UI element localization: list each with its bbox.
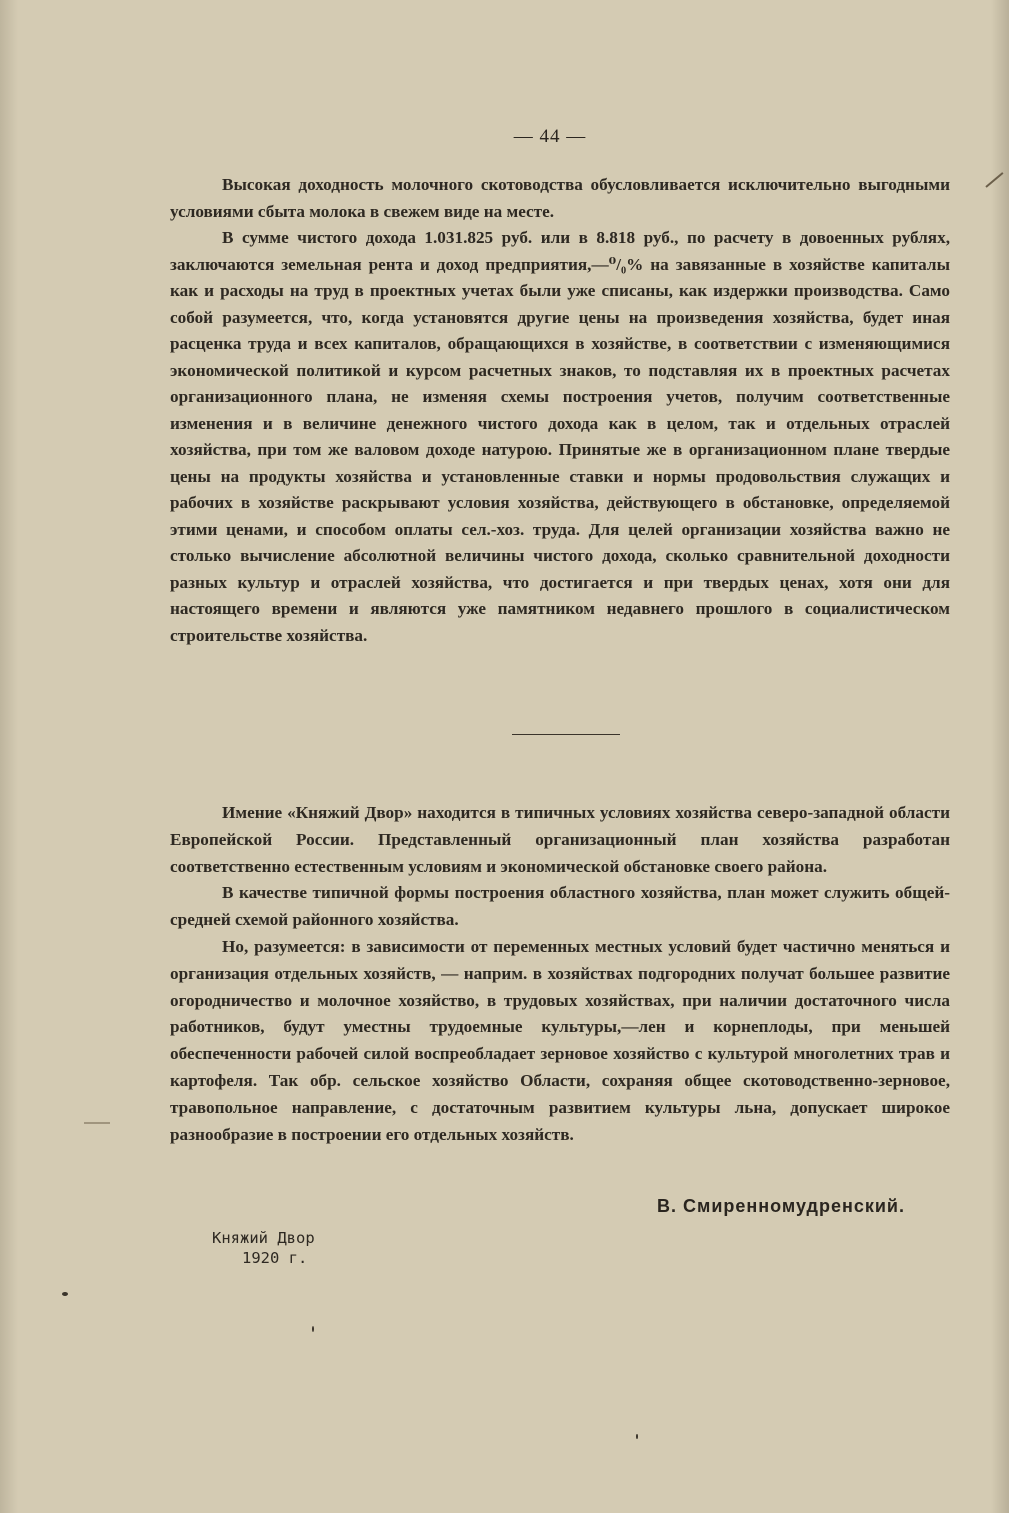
paper-speck (636, 1434, 638, 1439)
paper-speck (62, 1292, 68, 1296)
section-divider (512, 734, 620, 735)
section-income-text (170, 172, 950, 649)
paragraph: Высокая доходность молочного скотоводства обусловливается исключительно выгодными условиями сбыта молока в свежем виде на месте. (170, 175, 950, 221)
page-edge-shadow-left (0, 0, 18, 1513)
paragraph: Имение «Княжий Двор» находится в типичных условиях хозяйства северо-западной области Европейской России. Представленный организационный план хозяйства разработан соответственно естественным условиям и экономической обстановке своего района. (170, 803, 950, 876)
place-year: 1920 г. (242, 1249, 308, 1267)
author-signature: В. Смиренномудренский. (657, 1196, 905, 1216)
place-and-date (212, 1228, 315, 1268)
paragraph: В сумме чистого дохода 1.031.825 руб. или в 8.818 руб., по расчету в довоенных рублях, заключаются земельная рента и доход предприятия,—⁰/₀% на завязанные в хозяйстве капиталы как и расходы на труд в проектных учетах были уже списаны, как издержки производства. Само собой разумеется, что, когда установятся другие цены на произведения хозяйства, будет иная расценка труда и всех капиталов, обращающихся в хозяйстве, в соответствии с изменяющимися экономической политикой и курсом расчетных знаков, то подставляя их в проектных расчетах организационного плана, не изменяя схемы построения учетов, получим соответственные изменения и в величине денежного чистого дохода как в целом, так и отдельных отраслей хозяйства, при том же валовом доходе натурою. Принятые же в организационном плане твердые цены на продукты хозяйства и установленные ставки и нормы продовольствия служащих и рабочих в хозяйстве раскрывают условия хозяйства, действующего в обстановке, определяемой этими ценами, и способом оплаты сел.-хоз. труда. Для целей организации хозяйства важно не столько вычисление абсолютной величины чистого дохода, сколько сравнительной доходности разных культур и отраслей хозяйства, что достигается и при твердых ценах, хотя они для настоящего времени и являются уже памятником недавнего прошлого в социалистическом строительстве хозяйства. (170, 228, 950, 645)
paragraph: В качестве типичной формы построения областного хозяйства, план может служить общей-средней схемой районного хозяйства. (170, 883, 950, 930)
section-conclusion-text (170, 800, 950, 1148)
page-edge-shadow-right (991, 0, 1009, 1513)
paragraph: Но, разумеется: в зависимости от переменных местных условий будет частично меняться и организация отдельных хозяйств, — наприм. в хозяйствах подгородних получат большее развитие огородничество и молочное хозяйство, в трудовых хозяйствах, при наличии достаточного числа работников, будут уместны трудоемные культуры,—лен и корнеплоды, при меньшей обеспеченности рабочей силой воспреобладает зерновое хозяйство с культурой многолетних трав и картофеля. Так обр. сельское хозяйство Области, сохраняя общее скотоводственно-зерновое, травопольное направление, с достаточным развитием культуры льна, допускает широкое разнообразие в построении его отдельных хозяйств. (170, 936, 950, 1144)
paper-scratch (84, 1122, 110, 1124)
place-name: Княжий Двор (212, 1229, 315, 1247)
page-number: — 44 — (513, 126, 587, 147)
paper-speck (312, 1326, 314, 1332)
